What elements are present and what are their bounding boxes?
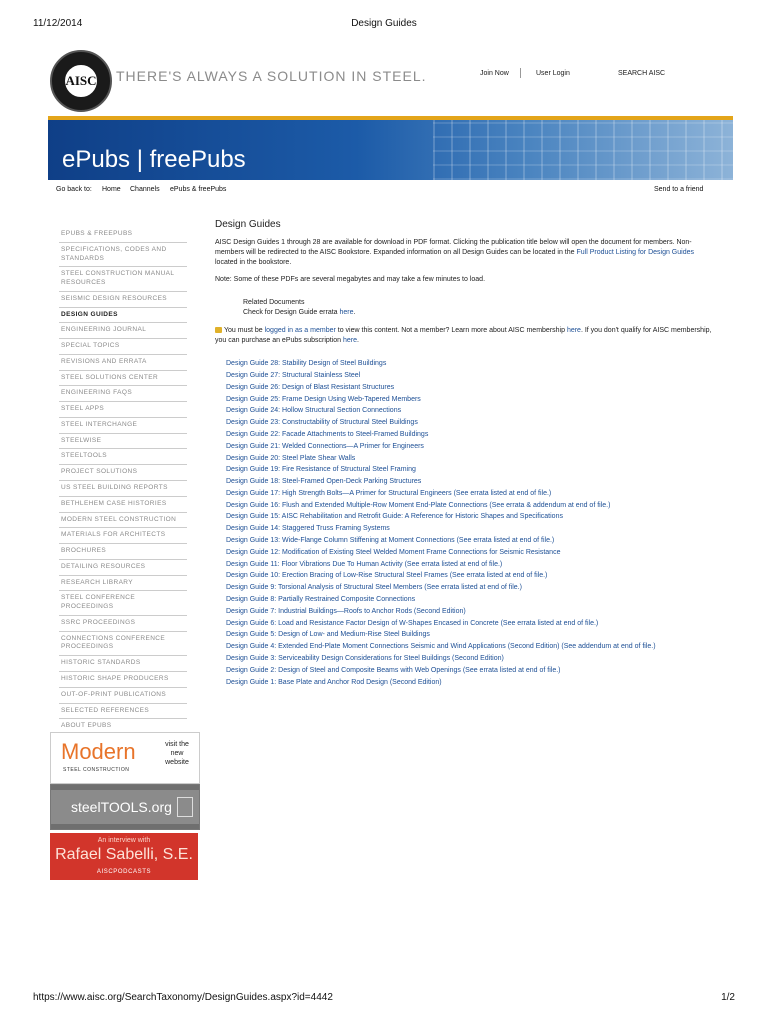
sidebar-item-bethlehem[interactable]: BETHLEHEM CASE HISTORIES [59, 497, 187, 513]
send-to-friend-link[interactable]: Send to a friend [654, 186, 704, 193]
lock-icon [215, 327, 222, 333]
tagline: THERE'S ALWAYS A SOLUTION IN STEEL. [116, 68, 427, 84]
sidebar-item-materials-architects[interactable]: MATERIALS FOR ARCHITECTS [59, 528, 187, 544]
design-guide-link[interactable]: Design Guide 3: Serviceability Design Considerations for Steel Buildings (Second Edition) [226, 655, 504, 663]
design-guide-link[interactable]: Design Guide 4: Extended End-Plate Moment Connections Seismic and Wind Applications (Second Edition) (See addendum at end of file.) [226, 643, 656, 651]
join-now-link[interactable]: Join Now [480, 70, 509, 77]
design-guide-link[interactable]: Design Guide 5: Design of Low- and Medium-Rise Steel Buildings [226, 631, 430, 639]
aisc-logo[interactable] [50, 50, 112, 112]
design-guide-link[interactable]: Design Guide 11: Floor Vibrations Due To Human Activity (See errata listed at end of file.) [226, 560, 503, 568]
sidebar-item-steelwise[interactable]: STEELWISE [59, 434, 187, 450]
design-guide-link[interactable]: Design Guide 8: Partially Restrained Composite Connections [226, 596, 416, 604]
design-guide-link[interactable]: Design Guide 13: Wide-Flange Column Stiffening at Moment Connections (See errata listed at end of file.) [226, 537, 555, 545]
errata-text: Check for Design Guide errata [243, 308, 340, 316]
breadcrumb-channels[interactable]: Channels [130, 186, 160, 193]
page-title: Design Guides [215, 219, 281, 230]
sidebar-item-steel-solutions[interactable]: STEEL SOLUTIONS CENTER [59, 371, 187, 387]
banner-photo [433, 120, 733, 180]
epubs-banner [48, 116, 733, 180]
design-guide-link[interactable]: Design Guide 12: Modification of Existing Steel Welded Moment Frame Connections for Seismic Resistance [226, 548, 561, 556]
member-notice-end: . [357, 336, 359, 344]
breadcrumb [56, 186, 736, 198]
sidebar-item-specifications[interactable]: SPECIFICATIONS, CODES AND STANDARDS [59, 243, 187, 268]
design-guide-link[interactable]: Design Guide 20: Steel Plate Shear Walls [226, 454, 356, 462]
member-notice-mid2: . If you don't qualify for AISC membership, you can purchase an ePubs subscription [215, 326, 712, 344]
design-guide-link[interactable]: Design Guide 24: Hollow Structural Section Connections [226, 407, 402, 415]
sidebar-nav [59, 227, 187, 735]
design-guide-link[interactable]: Design Guide 2: Design of Steel and Composite Beams with Web Openings (See errata listed at end of file.) [226, 666, 561, 674]
print-date: 11/12/2014 [33, 18, 83, 29]
podcast-ad-intro: An interview with [97, 837, 151, 844]
sidebar-item-us-steel-reports[interactable]: US STEEL BUILDING REPORTS [59, 481, 187, 497]
sidebar-item-revisions-errata[interactable]: REVISIONS AND ERRATA [59, 355, 187, 371]
sidebar-item-steeltools[interactable]: STEELTOOLS [59, 449, 187, 465]
print-footer [33, 992, 735, 1006]
breadcrumb-home[interactable]: Home [102, 186, 121, 193]
podcast-ad-footer: AISCPODCASTS [96, 869, 152, 875]
sidebar-item-detailing[interactable]: DETAILING RESOURCES [59, 560, 187, 576]
design-guide-link[interactable]: Design Guide 19: Fire Resistance of Structural Steel Framing [226, 466, 416, 474]
top-links-divider [520, 68, 521, 78]
breadcrumb-current[interactable]: ePubs & freePubs [170, 186, 227, 193]
sidebar-item-historic-standards[interactable]: HISTORIC STANDARDS [59, 656, 187, 672]
modern-ad-cta: visit the new website [165, 741, 189, 766]
sidebar-item-steel-conference[interactable]: STEEL CONFERENCE PROCEEDINGS [59, 591, 187, 616]
user-login-link[interactable]: User Login [536, 70, 570, 77]
sidebar-item-epubs-freepubs[interactable]: EPUBS & FREEPUBS [59, 227, 187, 243]
podcast-ad[interactable] [50, 833, 198, 880]
breadcrumb-label: Go back to: [56, 186, 92, 193]
sidebar-item-seismic[interactable]: SEISMIC DESIGN RESOURCES [59, 292, 187, 308]
membership-here-link[interactable]: here [566, 326, 581, 334]
pdf-note: Note: Some of these PDFs are several megabytes and may take a few minutes to load. [215, 276, 486, 284]
sidebar-item-connections-conference[interactable]: CONNECTIONS CONFERENCE PROCEEDINGS [59, 632, 187, 657]
design-guide-link[interactable]: Design Guide 16: Flush and Extended Multiple-Row Moment End-Plate Connections (See errata & addendum at end of file.) [226, 501, 611, 509]
steeltools-ad-title: steelTOOLS.org [71, 799, 172, 815]
intro-tail: located in the bookstore. [215, 259, 292, 267]
design-guide-link[interactable]: Design Guide 28: Stability Design of Steel Buildings [226, 360, 387, 368]
sidebar-item-project-solutions[interactable]: PROJECT SOLUTIONS [59, 465, 187, 481]
design-guide-link[interactable]: Design Guide 15: AISC Rehabilitation and Retrofit Guide: A Reference for Historic Shapes and Specifications [226, 513, 563, 521]
design-guide-link[interactable]: Design Guide 23: Constructability of Structural Steel Buildings [226, 419, 418, 427]
sidebar-item-engineering-journal[interactable]: ENGINEERING JOURNAL [59, 323, 187, 339]
related-title: Related Documents [243, 298, 305, 306]
design-guide-link[interactable]: Design Guide 26: Design of Blast Resistant Structures [226, 383, 395, 391]
errata-line [243, 308, 715, 318]
sidebar-item-selected-references[interactable]: SELECTED REFERENCES [59, 704, 187, 720]
sidebar-item-steel-interchange[interactable]: STEEL INTERCHANGE [59, 418, 187, 434]
steeltools-ad-topbar [51, 785, 199, 790]
design-guide-link[interactable]: Design Guide 22: Facade Attachments to Steel-Framed Buildings [226, 430, 429, 438]
sidebar-item-modern-steel[interactable]: MODERN STEEL CONSTRUCTION [59, 513, 187, 529]
full-listing-link[interactable]: Full Product Listing for Design Guides [576, 249, 694, 257]
sidebar-item-steel-apps[interactable]: STEEL APPS [59, 402, 187, 418]
steeltools-ad-bottombar [51, 824, 199, 829]
design-guide-link[interactable]: Design Guide 18: Steel-Framed Open-Deck Parking Structures [226, 478, 422, 486]
print-header [33, 18, 735, 32]
sidebar-item-ssrc[interactable]: SSRC PROCEEDINGS [59, 616, 187, 632]
design-guide-link[interactable]: Design Guide 14: Staggered Truss Framing Systems [226, 525, 390, 533]
design-guide-link[interactable]: Design Guide 10: Erection Bracing of Low-Rise Structural Steel Frames (See errata listed at end of file.) [226, 572, 548, 580]
design-guide-list [226, 358, 715, 688]
design-guide-link[interactable]: Design Guide 9: Torsional Analysis of Structural Steel Members (See errata listed at end of file.) [226, 584, 522, 592]
sidebar-item-special-topics[interactable]: SPECIAL TOPICS [59, 339, 187, 355]
steeltools-ad[interactable] [50, 784, 200, 830]
member-notice-pre: You must be [224, 326, 265, 334]
steeltools-icon [177, 797, 193, 817]
print-page-number: 1/2 [721, 992, 735, 1003]
main-content [215, 219, 715, 688]
search-aisc-link[interactable]: SEARCH AISC [618, 70, 666, 77]
modern-ad-title: Modern [61, 739, 136, 764]
modern-ad-subtitle: STEEL CONSTRUCTION [63, 767, 130, 773]
subscription-here-link[interactable]: here [343, 336, 358, 344]
print-url: https://www.aisc.org/SearchTaxonomy/DesignGuides.aspx?id=4442 [33, 992, 333, 1003]
intro-text: AISC Design Guides 1 through 28 are available for download in PDF format. Clicking the publication title below will open the document for members. Non-members will be redirected to the AISC Bookstore. Expanded information on all Design Guides can be located in the [215, 239, 692, 257]
design-guide-link[interactable]: Design Guide 21: Welded Connections—A Primer for Engineers [226, 442, 424, 450]
print-title: Design Guides [351, 18, 417, 29]
modern-steel-ad[interactable] [50, 732, 200, 784]
sidebar-item-out-of-print[interactable]: OUT-OF-PRINT PUBLICATIONS [59, 688, 187, 704]
sidebar-item-research-library[interactable]: RESEARCH LIBRARY [59, 576, 187, 592]
design-guide-link[interactable]: Design Guide 1: Base Plate and Anchor Rod Design (Second Edition) [226, 678, 442, 686]
sidebar-item-brochures[interactable]: BROCHURES [59, 544, 187, 560]
design-guide-link[interactable]: Design Guide 7: Industrial Buildings—Roofs to Anchor Rods (Second Edition) [226, 607, 466, 615]
podcast-ad-name: Rafael Sabelli, S.E. [55, 846, 193, 863]
banner-title: ePubs | freePubs [62, 146, 246, 173]
aisc-seal-text: AISC [63, 63, 99, 99]
sidebar-item-engineering-faqs[interactable]: ENGINEERING FAQS [59, 386, 187, 402]
sidebar-item-about-epubs[interactable]: ABOUT EPUBS [59, 719, 187, 735]
member-notice-mid: to view this content. Not a member? Learn more about AISC membership [335, 326, 567, 334]
design-guide-link[interactable]: Design Guide 25: Frame Design Using Web-Tapered Members [226, 395, 421, 403]
design-guide-link[interactable]: Design Guide 6: Load and Resistance Factor Design of W-Shapes Encased in Concrete (See errata listed at end of file.) [226, 619, 599, 627]
sidebar-item-historic-shapes[interactable]: HISTORIC SHAPE PRODUCERS [59, 672, 187, 688]
brand-header [48, 48, 733, 114]
design-guide-link[interactable]: Design Guide 27: Structural Stainless Steel [226, 371, 361, 379]
errata-link[interactable]: here [339, 308, 354, 316]
sidebar-item-steel-manual[interactable]: STEEL CONSTRUCTION MANUAL RESOURCES [59, 267, 187, 292]
member-notice [215, 326, 715, 346]
intro-paragraph [215, 238, 715, 268]
member-login-link[interactable]: logged in as a member [264, 326, 336, 334]
errata-end: . [353, 308, 356, 316]
sidebar-item-design-guides[interactable]: DESIGN GUIDES [59, 308, 187, 324]
design-guide-link[interactable]: Design Guide 17: High Strength Bolts—A Primer for Structural Engineers (See errata listed at end of file.) [226, 489, 552, 497]
related-documents [243, 298, 715, 318]
